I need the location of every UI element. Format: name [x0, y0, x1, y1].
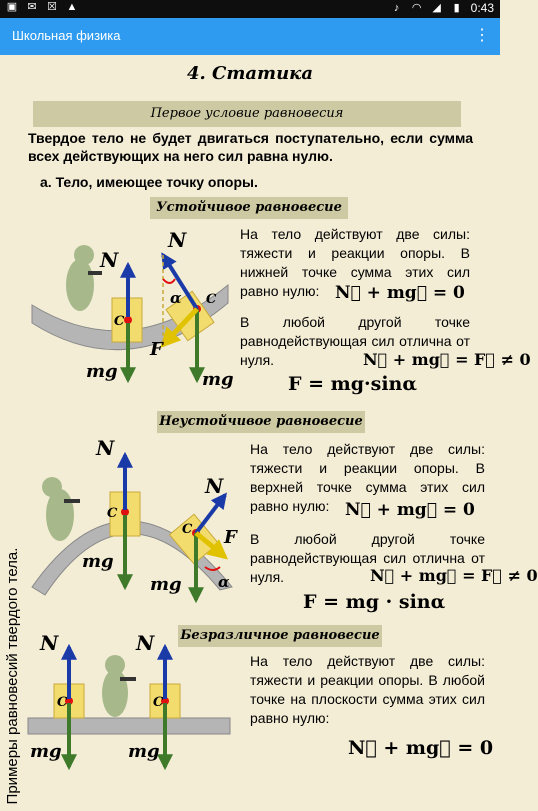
- app-bar: [0, 18, 500, 55]
- missed-call-icon: ✉: [27, 1, 37, 13]
- stable-soldier-figure: [66, 245, 102, 311]
- stable-label-c2: C: [206, 292, 217, 307]
- mute-icon: ♪: [393, 2, 400, 14]
- status-bar: [0, 0, 500, 18]
- clock: 0:43: [470, 1, 494, 15]
- indifferent-label-n1: N: [40, 631, 59, 655]
- indifferent-plane-surface: [28, 718, 230, 734]
- vertical-caption: Примеры равновесий твердого тела.: [4, 547, 21, 805]
- wifi-icon: ◠: [411, 2, 422, 14]
- unstable-formula-3: F = mg · sinα: [303, 591, 446, 613]
- indifferent-label-mg1: mg: [30, 741, 62, 762]
- stable-label-alpha: α: [170, 289, 182, 307]
- unstable-label-mg1: mg: [82, 551, 114, 572]
- unstable-label-c2: C: [182, 522, 193, 537]
- battery-icon: ▮: [453, 2, 460, 14]
- unstable-label-n1: N: [96, 436, 115, 460]
- unstable-formula-1: N⃗ + mg⃗ = 0: [345, 500, 475, 520]
- stable-title: Устойчивое равновесие: [150, 197, 348, 219]
- warning-icon: ▲: [66, 1, 78, 13]
- image-notification-icon: ▣: [6, 1, 18, 13]
- stable-label-mg1: mg: [86, 361, 118, 382]
- stable-text-2: В любой другой точке равнодействующая сил отлична от нуля.: [240, 314, 470, 368]
- stable-label-c1: C: [114, 314, 125, 329]
- stable-formula-1: N⃗ + mg⃗ = 0: [335, 283, 465, 303]
- unstable-title: Неустойчивое равновесие: [157, 411, 365, 433]
- app-title: Школьная физика: [12, 28, 121, 43]
- indifferent-label-mg2: mg: [128, 741, 160, 762]
- page-title: 4. Статика: [186, 63, 314, 84]
- indifferent-label-n2: N: [136, 631, 155, 655]
- indifferent-formula-1: N⃗ + mg⃗ = 0: [348, 737, 494, 759]
- stable-formula-3: F = mg·sinα: [288, 373, 417, 395]
- intro-text: Твердое тело не будет двигаться поступательно, если сумма всех действующих на него сил равна нулю.: [28, 130, 473, 164]
- unstable-text-2: В любой другой точке равнодействующая сил отлична от нуля.: [250, 531, 485, 585]
- stable-label-n2: N: [168, 228, 187, 252]
- signal-icon: ◢: [432, 2, 441, 14]
- section-header: Первое условие равновесия: [33, 101, 461, 127]
- unstable-label-f: F: [224, 527, 237, 548]
- indifferent-soldier-figure: [102, 655, 136, 717]
- overflow-menu-icon[interactable]: ⋮: [474, 27, 490, 44]
- indifferent-label-c2: C: [153, 695, 164, 710]
- unstable-text-1: На тело действуют две силы: тяжести и реакции опоры. В верхней точке сумма этих сил равно нулю:: [250, 441, 485, 514]
- unstable-label-n2: N: [205, 474, 224, 498]
- indifferent-label-c1: C: [57, 695, 68, 710]
- stable-formula-2: N⃗ + mg⃗ = F⃗ ≠ 0: [363, 350, 531, 369]
- unstable-label-c1: C: [107, 506, 118, 521]
- case-a-label: а. Тело, имеющее точку опоры.: [40, 174, 258, 190]
- unstable-formula-2: N⃗ + mg⃗ = F⃗ ≠ 0: [370, 566, 538, 585]
- stable-label-n1: N: [100, 248, 119, 272]
- stable-label-f: F: [150, 339, 163, 360]
- close-notification-icon: ☒: [47, 1, 57, 13]
- indifferent-text-1: На тело действуют две силы: тяжести и реакции опоры. В любой точке на плоскости сумма этих сил равно нулю:: [250, 653, 485, 726]
- lesson-content[interactable]: [0, 55, 538, 805]
- indifferent-title: Безразличное равновесие: [178, 625, 382, 647]
- unstable-label-mg2: mg: [150, 574, 182, 595]
- stable-text-1: На тело действуют две силы: тяжести и реакции опоры. В нижней точке сумма этих сил равно нулю:: [240, 226, 470, 299]
- unstable-soldier-figure: [42, 477, 80, 541]
- unstable-label-alpha: α: [218, 573, 230, 591]
- stable-label-mg2: mg: [202, 369, 234, 390]
